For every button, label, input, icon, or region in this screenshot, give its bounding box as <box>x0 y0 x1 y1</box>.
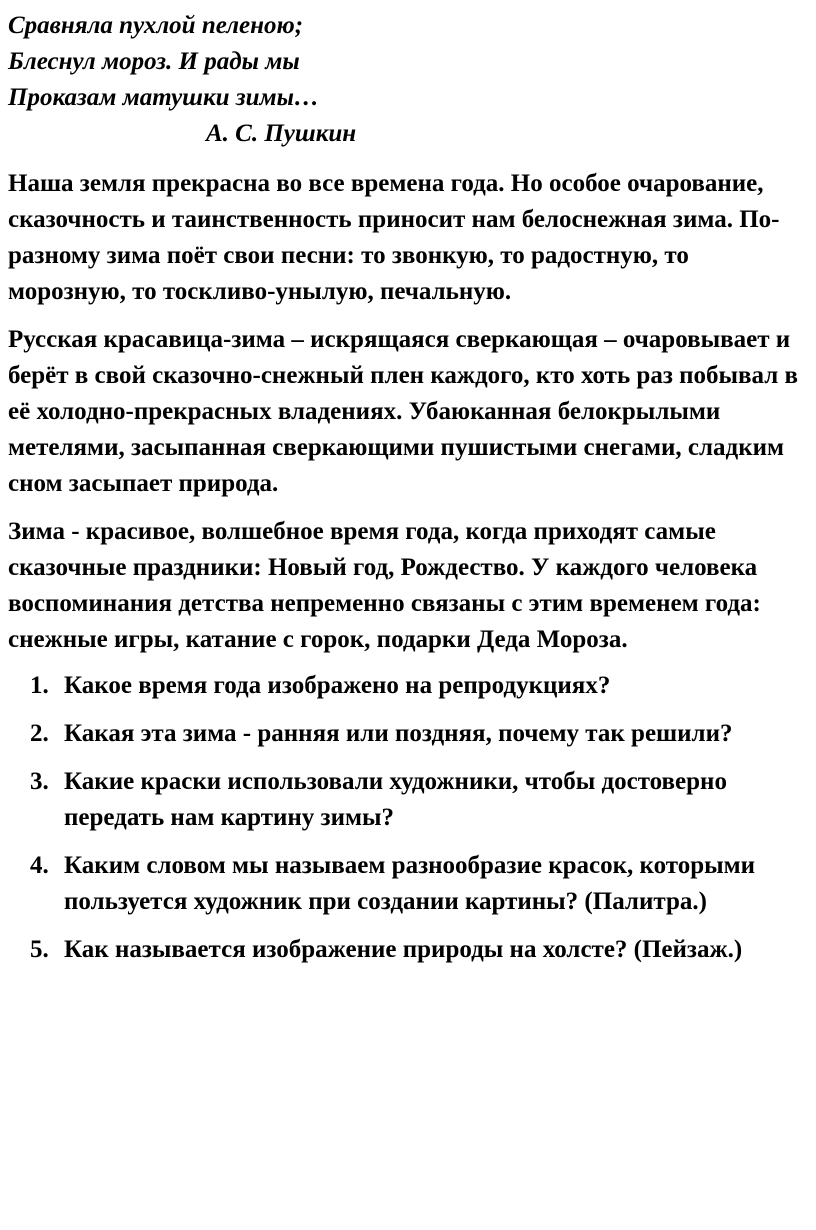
list-item-number: 1. <box>30 672 49 699</box>
epigraph <box>8 8 816 152</box>
list-item-number: 3. <box>30 768 49 795</box>
list-item <box>0 764 812 836</box>
epigraph-author: А. С. Пушкин <box>206 120 357 147</box>
list-item-text: Каким словом мы называем разнообразие красок, которыми пользуется художник при создании картины? (Палитра.) <box>64 852 756 915</box>
list-item-text: Какая эта зима - ранняя или поздняя, почему так решили? <box>64 720 733 747</box>
paragraph: Русская красавица-зима – искрящаяся сверкающая – очаровывает и берёт в свой сказочно-снежный плен каждого, кто хоть раз побывал в её холодно-прекрасных владениях. Убаюканная белокрылыми метелями, засыпанная сверкающими пушистыми снегами, сладким сном засыпает природа. <box>8 326 799 497</box>
epigraph-line: Сравняла пухлой пеленою; <box>8 12 304 39</box>
list-item <box>0 716 812 752</box>
epigraph-line: Блеснул мороз. И рады мы <box>8 48 300 75</box>
list-item-text: Как называется изображение природы на холсте? (Пейзаж.) <box>64 936 743 963</box>
list-item-text: Какое время года изображено на репродукциях? <box>64 672 611 699</box>
epigraph-line: Проказам матушки зимы… <box>8 84 319 111</box>
list-item <box>0 932 812 968</box>
paragraph: Зима - красивое, волшебное время года, когда приходят самые сказочные праздники: Новый год, Рождество. У каждого человека воспоминания детства непременно связаны с этим временем года: снежные игры, катание с горок, подарки Деда Мороза. <box>8 518 761 653</box>
question-list <box>0 668 816 968</box>
list-item-number: 2. <box>30 720 49 747</box>
paragraph: Наша земля прекрасна во все времена года. Но особое очарование, сказочность и таинственность приносит нам белоснежная зима. По-разному зима поёт свои песни: то звонкую, то радостную, то морозную, то тоскливо-унылую, печальную. <box>8 170 780 305</box>
list-item <box>0 848 812 920</box>
list-item-number: 4. <box>30 852 49 879</box>
list-item <box>0 668 812 704</box>
list-item-number: 5. <box>30 936 49 963</box>
list-item-text: Какие краски использовали художники, чтобы достоверно передать нам картину зимы? <box>64 768 727 831</box>
